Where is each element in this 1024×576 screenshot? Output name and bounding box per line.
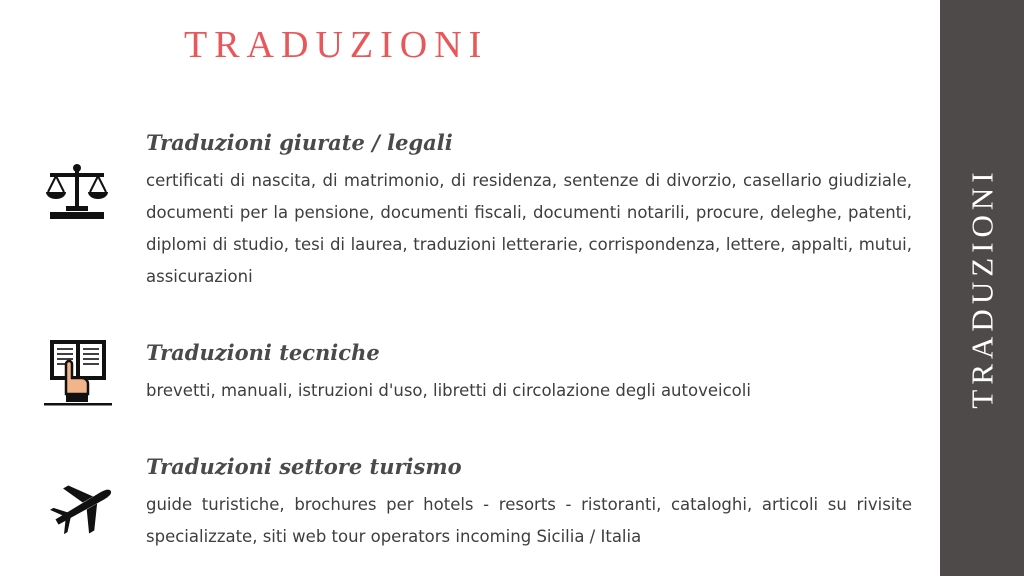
section-heading: Traduzioni tecniche: [146, 340, 380, 365]
scales-icon: [44, 162, 110, 222]
page-title: TRADUZIONI: [184, 24, 489, 66]
section-tourism-translations: [146, 454, 912, 553]
airplane-icon: [50, 478, 116, 536]
section-legal-translations: [146, 130, 912, 293]
book-reading-icon: [42, 336, 114, 408]
sidebar: [940, 0, 1024, 576]
section-technical-translations: [146, 340, 912, 407]
section-heading: Traduzioni settore turismo: [146, 454, 462, 479]
section-body: brevetti, manuali, istruzioni d'uso, libretti di circolazione degli autoveicoli: [146, 381, 751, 401]
section-body: guide turistiche, brochures per hotels - resorts - ristoranti, cataloghi, articoli su rivisite specializzate, siti web tour operators incoming Sicilia / Italia: [146, 495, 912, 547]
section-body: certificati di nascita, di matrimonio, di residenza, sentenze di divorzio, casellario giudiziale, documenti per la pensione, documenti fiscali, documenti notarili, procure, deleghe, patenti, diplomi di studio, tesi di laurea, traduzioni letterarie, corrispondenza, lettere, appalti, mutui, assicurazioni: [146, 171, 912, 287]
section-heading: Traduzioni giurate / legali: [146, 130, 453, 155]
sidebar-label: TRADUZIONI: [964, 167, 1000, 409]
